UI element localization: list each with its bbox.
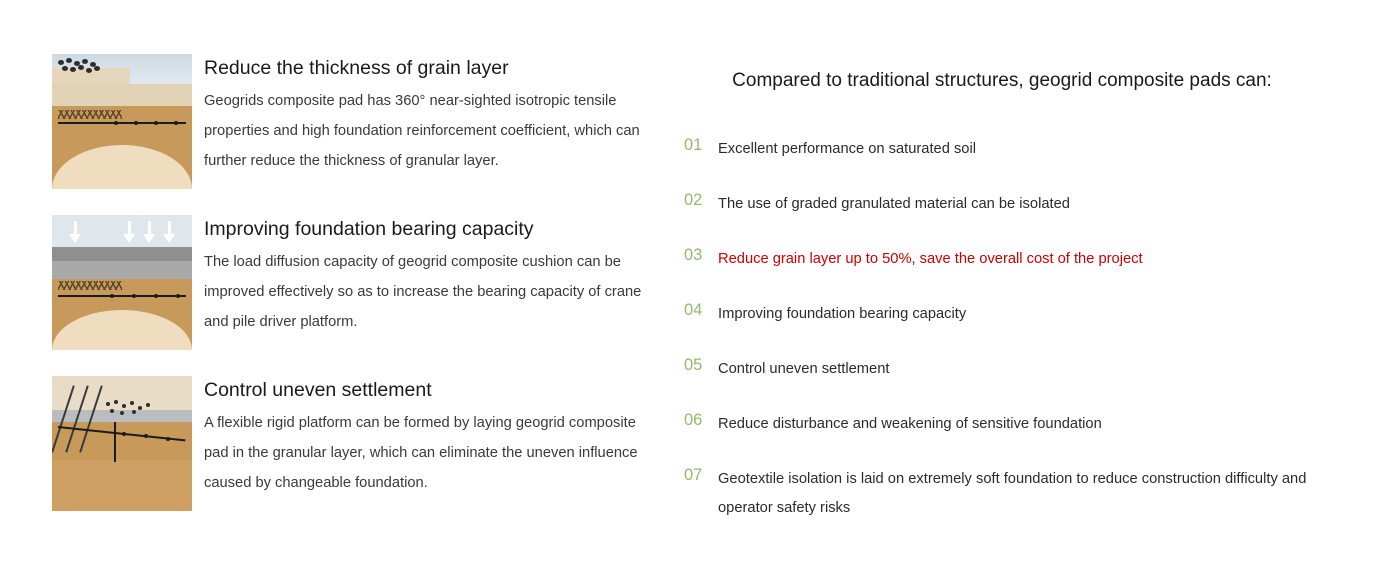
feature-item bbox=[52, 376, 652, 511]
feature-title: Reduce the thickness of grain layer bbox=[204, 57, 509, 79]
feature-item bbox=[52, 54, 652, 189]
list-item-number: 02 bbox=[684, 191, 703, 209]
list-item-label: Reduce grain layer up to 50%, save the overall cost of the project bbox=[718, 251, 1143, 267]
feature-item bbox=[52, 215, 652, 350]
cross-section-uneven-settlement-diagram bbox=[52, 376, 192, 511]
feature-title: Improving foundation bearing capacity bbox=[204, 218, 534, 240]
feature-text bbox=[204, 54, 652, 176]
list-item-number: 03 bbox=[684, 246, 703, 264]
feature-description: The load diffusion capacity of geogrid composite cushion can be improved effectively so as to increase the bearing capacity of crane and pile driver platform. bbox=[204, 254, 642, 330]
feature-text bbox=[204, 215, 652, 337]
benefits-column bbox=[672, 70, 1332, 548]
list-item-label: Control uneven settlement bbox=[718, 361, 890, 377]
cross-section-load-diffusion-diagram bbox=[52, 215, 192, 350]
features-column bbox=[52, 54, 652, 537]
list-item-label: The use of graded granulated material can be isolated bbox=[718, 196, 1070, 212]
list-item-label: Geotextile isolation is laid on extremely soft foundation to reduce construction difficulty and operator safety risks bbox=[718, 471, 1307, 516]
list-item-label: Excellent performance on saturated soil bbox=[718, 141, 976, 157]
list-item-label: Improving foundation bearing capacity bbox=[718, 306, 967, 322]
list-item bbox=[672, 134, 1332, 164]
list-item-number: 05 bbox=[684, 356, 703, 374]
cross-section-grain-layer-diagram bbox=[52, 54, 192, 189]
list-item bbox=[672, 409, 1332, 439]
list-item bbox=[672, 464, 1332, 523]
benefits-list bbox=[672, 134, 1332, 523]
list-item-number: 07 bbox=[684, 466, 703, 484]
list-item-number: 04 bbox=[684, 301, 703, 319]
list-item bbox=[672, 189, 1332, 219]
list-item-label: Reduce disturbance and weakening of sensitive foundation bbox=[718, 416, 1102, 432]
list-item bbox=[672, 354, 1332, 384]
list-item bbox=[672, 244, 1332, 274]
feature-title: Control uneven settlement bbox=[204, 379, 432, 401]
feature-text bbox=[204, 376, 652, 498]
list-item-number: 01 bbox=[684, 136, 703, 154]
feature-description: Geogrids composite pad has 360° near-sighted isotropic tensile properties and high foundation reinforcement coefficient, which can further reduce the thickness of granular layer. bbox=[204, 93, 640, 169]
feature-description: A flexible rigid platform can be formed by laying geogrid composite pad in the granular layer, which can eliminate the uneven influence caused by changeable foundation. bbox=[204, 415, 638, 491]
list-item bbox=[672, 299, 1332, 329]
benefits-heading: Compared to traditional structures, geogrid composite pads can: bbox=[732, 70, 1272, 91]
list-item-number: 06 bbox=[684, 411, 703, 429]
